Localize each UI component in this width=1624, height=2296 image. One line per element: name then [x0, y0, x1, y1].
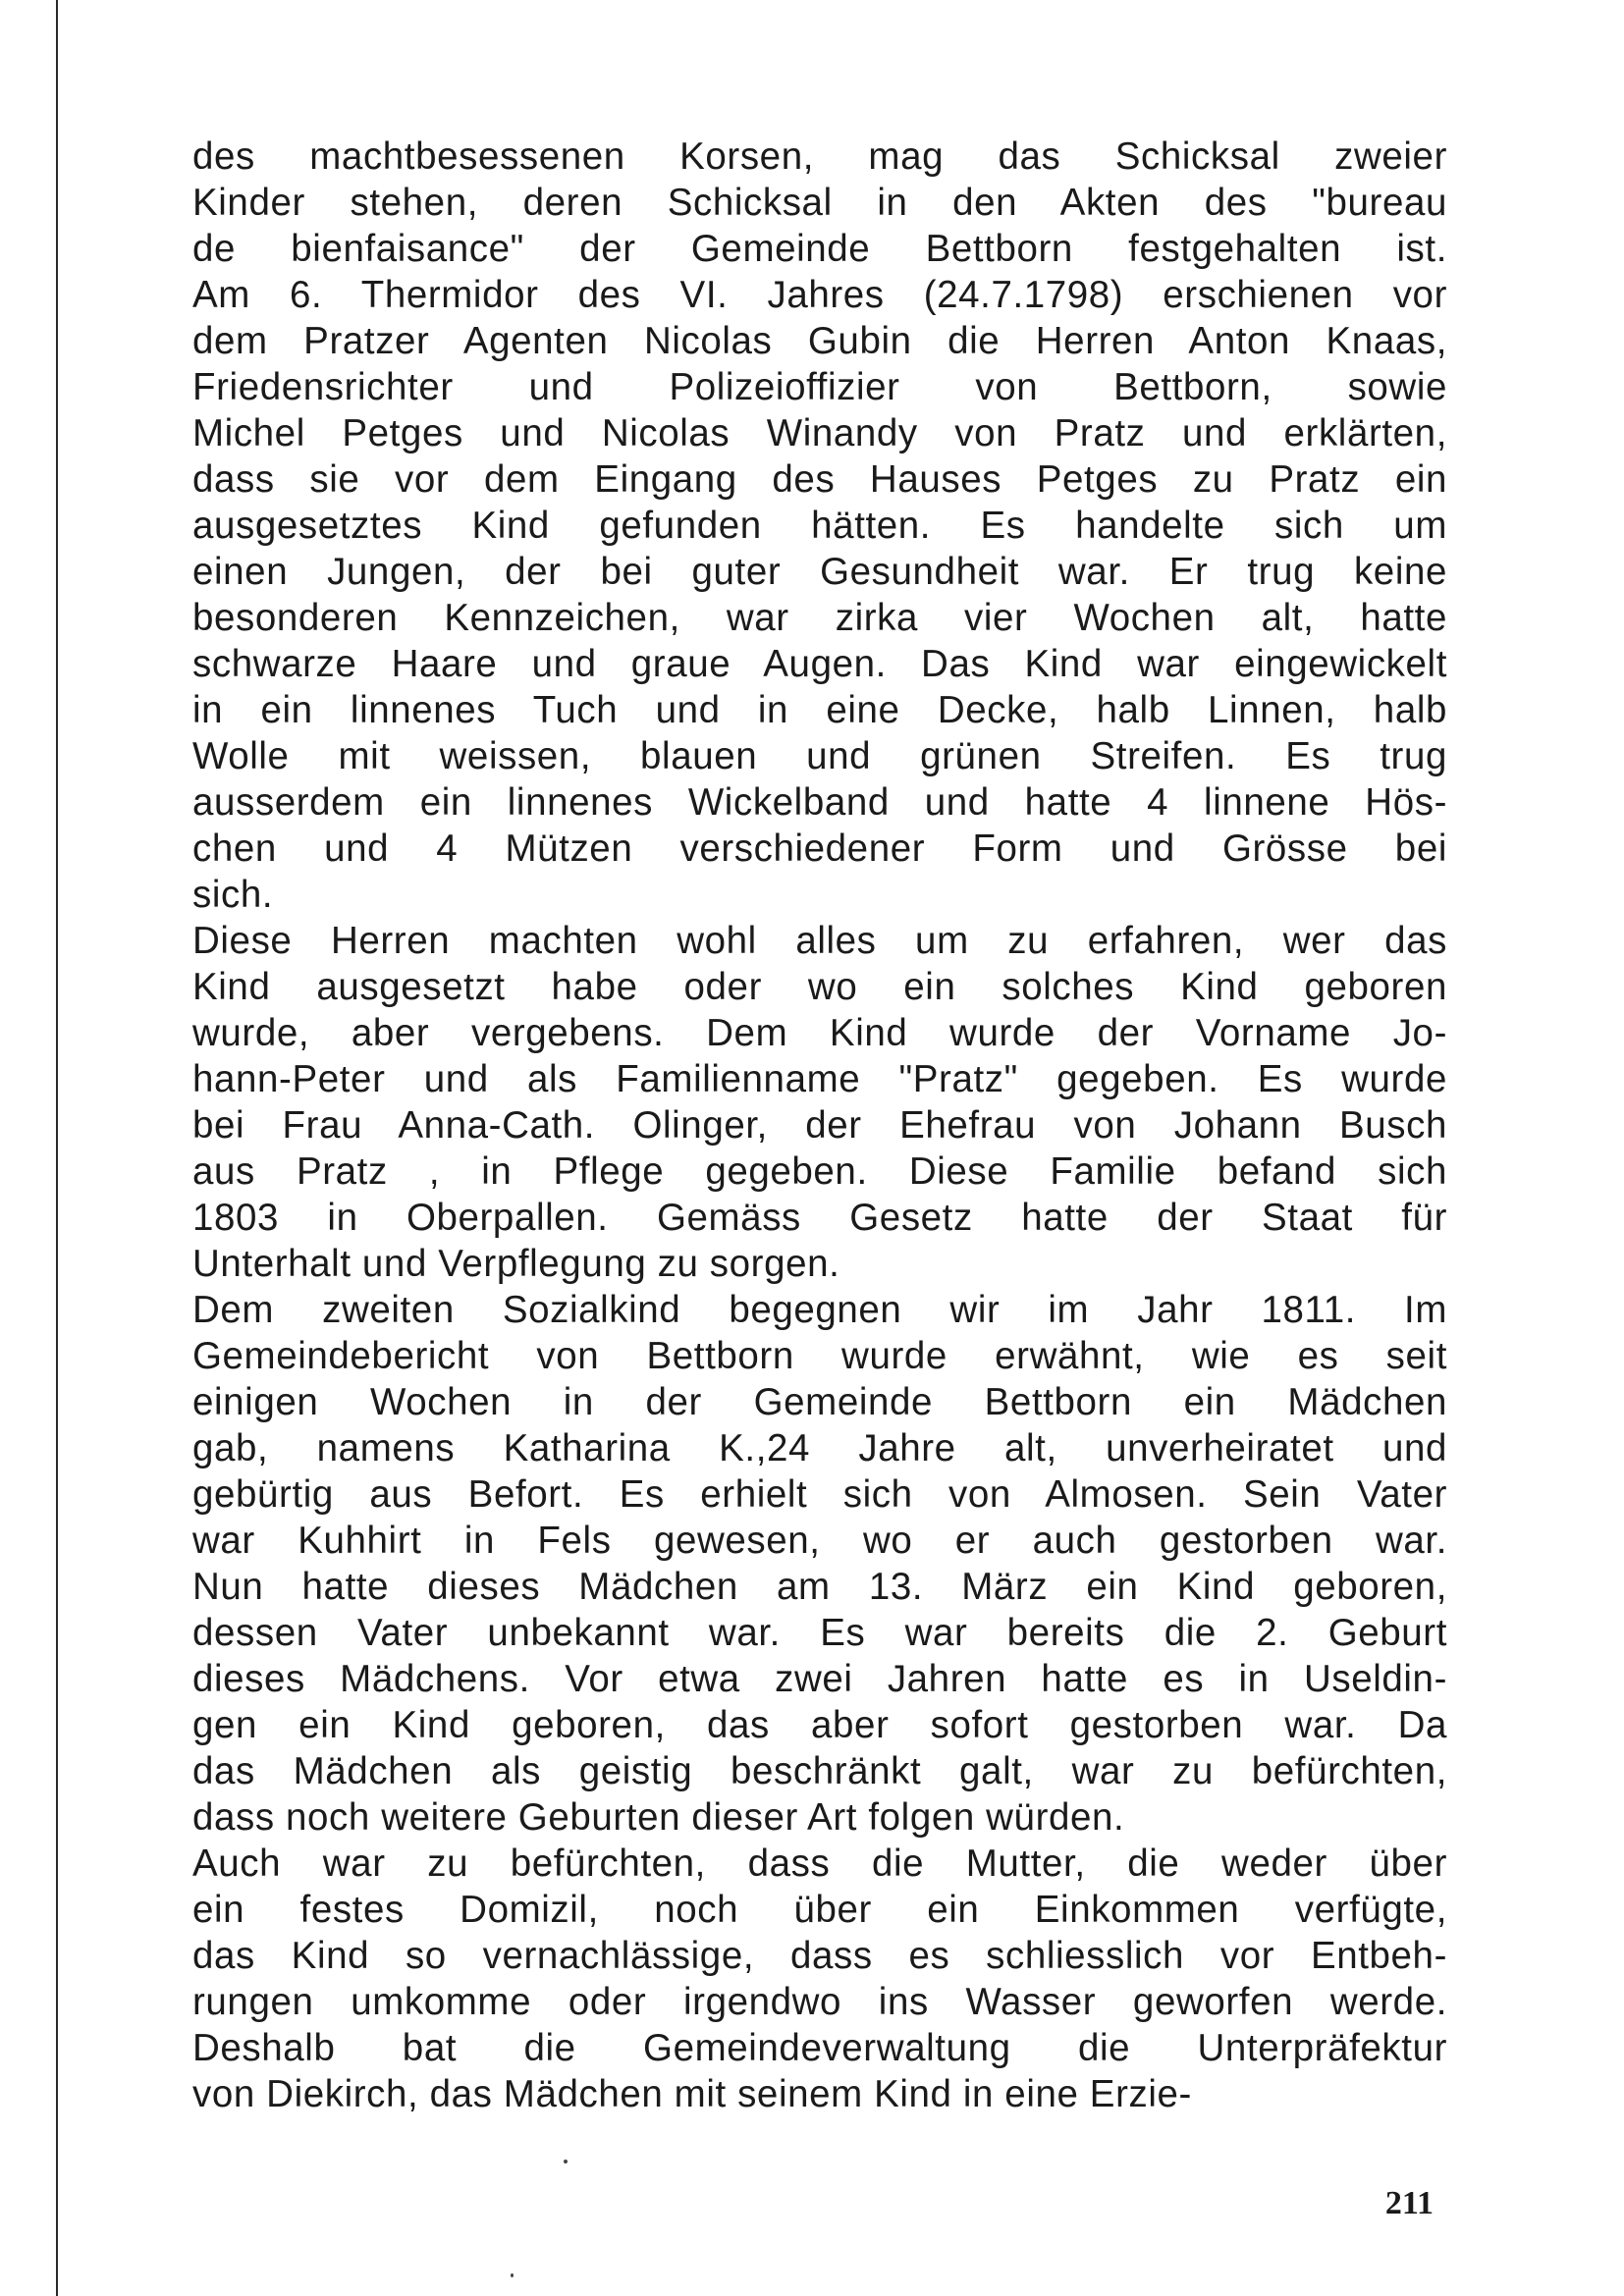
- text-line: in ein linnenes Tuch und in eine Decke, halb Linnen, halb: [192, 689, 1447, 731]
- text-line: gab, namens Katharina K.,24 Jahre alt, unverheiratet und: [192, 1427, 1447, 1469]
- text-line: dieses Mädchens. Vor etwa zwei Jahren hatte es in Useldin-: [192, 1658, 1447, 1700]
- body-text: [192, 133, 1447, 2117]
- text-line: Dem zweiten Sozialkind begegnen wir im Jahr 1811. Im: [192, 1289, 1447, 1331]
- text-line: dass sie vor dem Eingang des Hauses Petges zu Pratz ein: [192, 458, 1447, 501]
- text-line: Kind ausgesetzt habe oder wo ein solches Kind geboren: [192, 966, 1447, 1008]
- scan-speck: [564, 2160, 568, 2163]
- scan-speck: [511, 2273, 514, 2277]
- text-line: gen ein Kind geboren, das aber sofort gestorben war. Da: [192, 1704, 1447, 1746]
- text-line: ausgesetztes Kind gefunden hätten. Es handelte sich um: [192, 505, 1447, 547]
- text-line: schwarze Haare und graue Augen. Das Kind war eingewickelt: [192, 643, 1447, 685]
- text-line: sich.: [192, 874, 274, 916]
- text-line: Auch war zu befürchten, dass die Mutter, die weder über: [192, 1842, 1447, 1885]
- text-line: rungen umkomme oder irgendwo ins Wasser geworfen werde.: [192, 1981, 1447, 2023]
- text-line: Nun hatte dieses Mädchen am 13. März ein Kind geboren,: [192, 1566, 1447, 1608]
- text-line: 1803 in Oberpallen. Gemäss Gesetz hatte der Staat für: [192, 1197, 1447, 1239]
- text-line: von Diekirch, das Mädchen mit seinem Kind in eine Erzie-: [192, 2073, 1192, 2115]
- text-line: dessen Vater unbekannt war. Es war bereits die 2. Geburt: [192, 1612, 1447, 1654]
- text-line: einigen Wochen in der Gemeinde Bettborn ein Mädchen: [192, 1381, 1447, 1423]
- text-line: wurde, aber vergebens. Dem Kind wurde der Vorname Jo-: [192, 1012, 1447, 1054]
- text-line: des machtbesessenen Korsen, mag das Schicksal zweier: [192, 135, 1447, 178]
- text-line: aus Pratz , in Pflege gegeben. Diese Familie befand sich: [192, 1150, 1447, 1193]
- text-line: das Kind so vernachlässige, dass es schliesslich vor Entbeh-: [192, 1935, 1447, 1977]
- text-line: dass noch weitere Geburten dieser Art folgen würden.: [192, 1796, 1125, 1839]
- text-line: Gemeindebericht von Bettborn wurde erwähnt, wie es seit: [192, 1335, 1447, 1377]
- text-line: Diese Herren machten wohl alles um zu erfahren, wer das: [192, 920, 1447, 962]
- text-line: hann-Peter und als Familienname "Pratz" gegeben. Es wurde: [192, 1058, 1447, 1100]
- text-line: ausserdem ein linnenes Wickelband und hatte 4 linnene Hös-: [192, 781, 1447, 824]
- text-line: Am 6. Thermidor des VI. Jahres (24.7.1798) erschienen vor: [192, 274, 1447, 316]
- text-line: Unterhalt und Verpflegung zu sorgen.: [192, 1243, 840, 1285]
- text-line: war Kuhhirt in Fels gewesen, wo er auch gestorben war.: [192, 1520, 1447, 1562]
- text-line: gebürtig aus Befort. Es erhielt sich von Almosen. Sein Vater: [192, 1473, 1447, 1516]
- text-line: Friedensrichter und Polizeioffizier von Bettborn, sowie: [192, 366, 1447, 408]
- text-line: de bienfaisance" der Gemeinde Bettborn festgehalten ist.: [192, 228, 1447, 270]
- text-line: chen und 4 Mützen verschiedener Form und Grösse bei: [192, 828, 1447, 870]
- text-line: Deshalb bat die Gemeindeverwaltung die Unterpräfektur: [192, 2027, 1447, 2069]
- text-line: besonderen Kennzeichen, war zirka vier Wochen alt, hatte: [192, 597, 1447, 639]
- text-line: dem Pratzer Agenten Nicolas Gubin die Herren Anton Knaas,: [192, 320, 1447, 362]
- text-line: Kinder stehen, deren Schicksal in den Akten des "bureau: [192, 182, 1447, 224]
- page-number: 211: [1384, 2185, 1434, 2221]
- text-line: ein festes Domizil, noch über ein Einkommen verfügte,: [192, 1889, 1447, 1931]
- text-line: einen Jungen, der bei guter Gesundheit war. Er trug keine: [192, 551, 1447, 593]
- binding-edge: [56, 0, 58, 2296]
- text-line: Wolle mit weissen, blauen und grünen Streifen. Es trug: [192, 735, 1447, 777]
- text-line: bei Frau Anna-Cath. Olinger, der Ehefrau von Johann Busch: [192, 1104, 1447, 1147]
- text-line: Michel Petges und Nicolas Winandy von Pratz und erklärten,: [192, 412, 1447, 454]
- text-line: das Mädchen als geistig beschränkt galt, war zu befürchten,: [192, 1750, 1447, 1792]
